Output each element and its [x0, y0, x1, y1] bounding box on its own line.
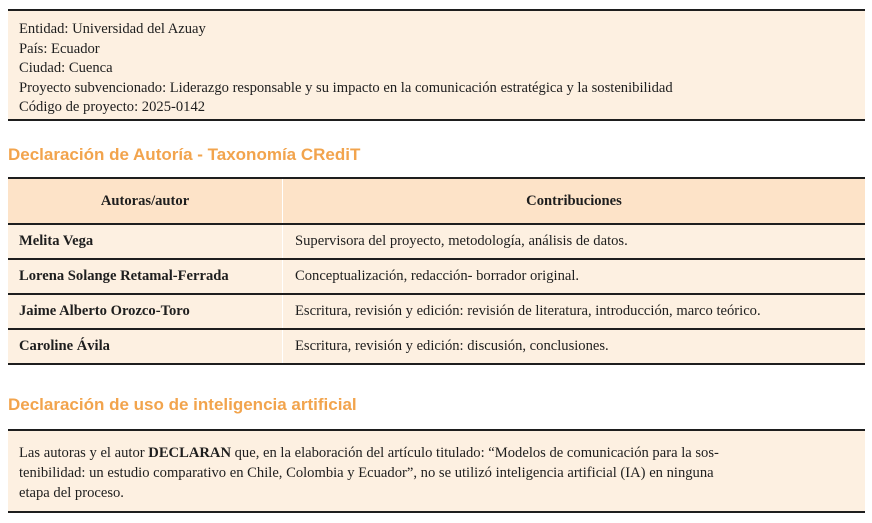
ai-text-after: que, en la elaboración del artículo titulado: “Modelos de comunicación para la sos-	[230, 445, 719, 461]
contribution-cell: Escritura, revisión y edición: revisión de literatura, introducción, marco teórico.	[283, 294, 866, 329]
ai-declaration-box	[8, 429, 865, 513]
ai-declaration-line-1	[19, 443, 853, 463]
contributions-column-header: Contribuciones	[283, 178, 866, 224]
city-line: Ciudad: Cuenca	[19, 60, 113, 77]
table-row	[8, 224, 865, 259]
credit-section-heading: Declaración de Autoría - Taxonomía CRediT	[8, 145, 361, 164]
table-row	[8, 329, 865, 364]
table-row	[8, 294, 865, 329]
project-line: Proyecto subvencionado: Liderazgo responsable y su impacto en la comunicación estratégica y la sostenibilidad	[19, 79, 673, 96]
author-column-header: Autoras/autor	[8, 178, 283, 224]
author-cell: Caroline Ávila	[8, 329, 283, 364]
credit-table	[8, 177, 865, 365]
table-header-row	[8, 178, 865, 224]
contribution-cell: Conceptualización, redacción- borrador original.	[283, 259, 866, 294]
contribution-cell: Escritura, revisión y edición: discusión, conclusiones.	[295, 338, 609, 354]
author-cell: Melita Vega	[8, 224, 283, 259]
table-row	[8, 259, 865, 294]
author-cell: Lorena Solange Retamal-Ferrada	[8, 259, 283, 294]
funding-info-box	[8, 9, 865, 121]
project-code-line: Código de proyecto: 2025-0142	[19, 99, 206, 116]
contribution-cell: Supervisora del proyecto, metodología, análisis de datos.	[283, 224, 866, 259]
ai-declaration-line-2: tenibilidad: un estudio comparativo en Chile, Colombia y Ecuador”, no se utilizó inteligencia artificial (IA) en ninguna	[19, 465, 714, 481]
ai-text-before: Las autoras y el autor	[19, 445, 149, 461]
ai-emphasis: DECLARAN	[148, 445, 231, 461]
ai-section-heading: Declaración de uso de inteligencia artificial	[8, 395, 357, 414]
ai-declaration-line-3: etapa del proceso.	[19, 485, 124, 501]
entity-line: Entidad: Universidad del Azuay	[19, 21, 206, 37]
author-cell: Jaime Alberto Orozco-Toro	[8, 294, 283, 329]
country-line: País: Ecuador	[19, 40, 100, 57]
